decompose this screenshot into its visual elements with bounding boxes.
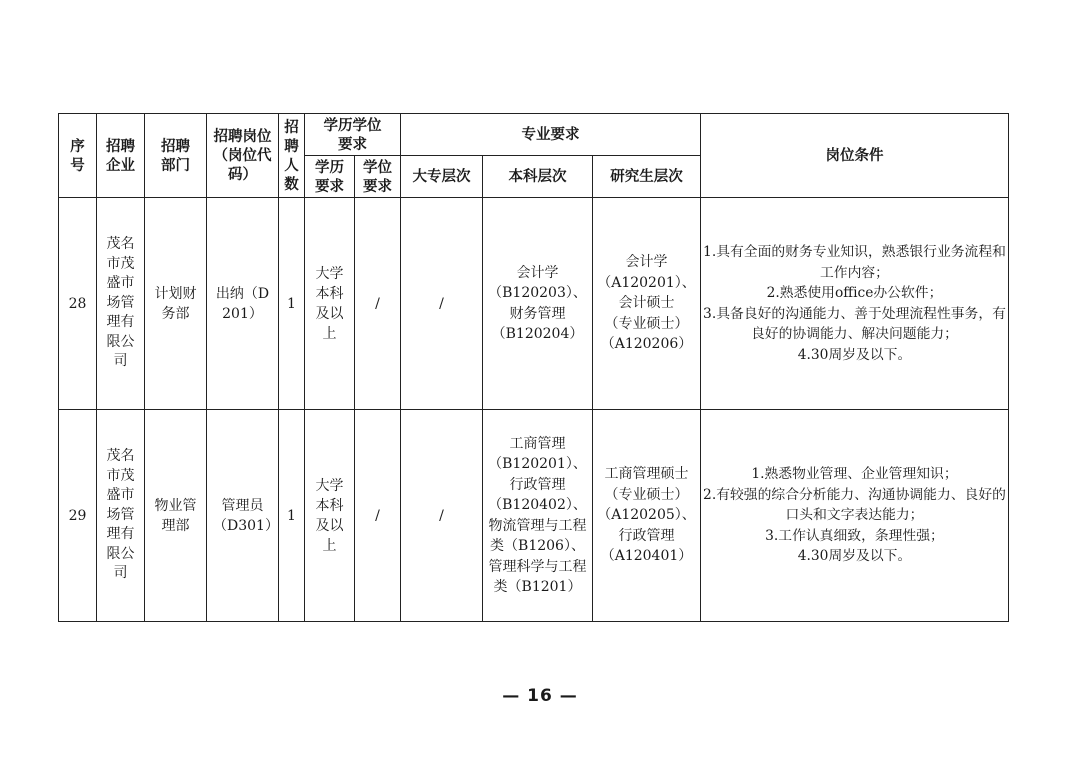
bachelor-line: 物流管理与工程类（B1206）、: [488, 517, 587, 554]
condition-item: 4.30周岁及以下。: [797, 548, 912, 565]
row-position: 管理员（D301）: [207, 410, 279, 622]
row-edu: 大学本科及以上: [305, 410, 355, 622]
table-row: [59, 198, 1009, 410]
bachelor-line: 会计学: [516, 264, 559, 281]
header-college: 大专层次: [401, 156, 483, 198]
header-bachelor: 本科层次: [483, 156, 593, 198]
header-conditions: 岗位条件: [701, 114, 1009, 198]
row-college: /: [401, 198, 483, 410]
bachelor-line: 行政管理: [509, 476, 566, 493]
row-seq: 28: [59, 198, 97, 410]
condition-item: 1.熟悉物业管理、企业管理知识；: [751, 466, 958, 483]
recruitment-table: [58, 113, 1009, 622]
graduate-line: 工商管理硕士: [604, 466, 689, 483]
condition-item: 4.30周岁及以下。: [797, 346, 912, 363]
condition-item: 1.具有全面的财务专业知识，熟悉银行业务流程和工作内容；: [703, 244, 1006, 281]
row-conditions: [701, 410, 1009, 622]
graduate-line: （A120205）、: [597, 507, 696, 524]
graduate-line: （A120201）、: [597, 274, 696, 291]
bachelor-line: （B120402）、: [488, 497, 587, 513]
row-edu: 大学本科及以上: [305, 198, 355, 410]
condition-item: 3.工作认真细致，条理性强；: [765, 527, 944, 544]
header-edu-group: 学历学位要求: [305, 114, 401, 156]
bachelor-line: 工商管理: [509, 435, 566, 452]
row-graduate: [593, 410, 701, 622]
row-count: 1: [279, 410, 305, 622]
bachelor-line: （B120203）、: [488, 285, 587, 301]
table-row: [59, 410, 1009, 622]
row-position: 出纳（D201）: [207, 198, 279, 410]
header-company: 招聘企业: [97, 114, 145, 198]
row-seq: 29: [59, 410, 97, 622]
condition-item: 2.有较强的综合分析能力、沟通协调能力、良好的口头和文字表达能力；: [703, 486, 1006, 524]
row-degree: /: [355, 198, 401, 410]
graduate-line: （专业硕士）: [604, 315, 689, 332]
graduate-line: 会计学: [625, 254, 668, 271]
page-number: — 16 —: [502, 686, 578, 706]
bachelor-line: （B120201）、: [488, 456, 587, 472]
header-dept: 招聘部门: [145, 114, 207, 198]
row-dept: 计划财务部: [145, 198, 207, 410]
header-row-1: [59, 114, 1009, 156]
row-count: 1: [279, 198, 305, 410]
bachelor-line: 管理科学与工程类（B1201）: [488, 558, 587, 595]
graduate-line: （A120401）: [600, 548, 693, 565]
condition-item: 2.熟悉使用office办公软件；: [766, 285, 943, 301]
header-position: 招聘岗位（岗位代码）: [207, 114, 279, 198]
row-bachelor: [483, 410, 593, 622]
row-bachelor: [483, 198, 593, 410]
header-edu: 学历要求: [305, 156, 355, 198]
row-conditions: [701, 198, 1009, 410]
header-seq: 序号: [59, 114, 97, 198]
condition-item: 3.具备良好的沟通能力、善于处理流程性事务，有良好的协调能力、解决问题能力；: [703, 305, 1006, 342]
row-dept: 物业管理部: [145, 410, 207, 622]
graduate-line: （A120206）: [600, 336, 693, 353]
bachelor-line: 财务管理: [509, 305, 566, 322]
row-graduate: [593, 198, 701, 410]
row-degree: /: [355, 410, 401, 622]
header-count: 招聘人数: [279, 114, 305, 198]
row-company: 茂名市茂盛市场管理有限公司: [97, 198, 145, 410]
graduate-line: 会计硕士: [618, 295, 675, 312]
header-graduate: 研究生层次: [593, 156, 701, 198]
row-company: 茂名市茂盛市场管理有限公司: [97, 410, 145, 622]
bachelor-line: （B120204）: [491, 326, 584, 342]
graduate-line: （专业硕士）: [604, 486, 689, 503]
header-major-group: 专业要求: [401, 114, 701, 156]
row-college: /: [401, 410, 483, 622]
graduate-line: 行政管理: [618, 527, 675, 544]
header-degree: 学位要求: [355, 156, 401, 198]
